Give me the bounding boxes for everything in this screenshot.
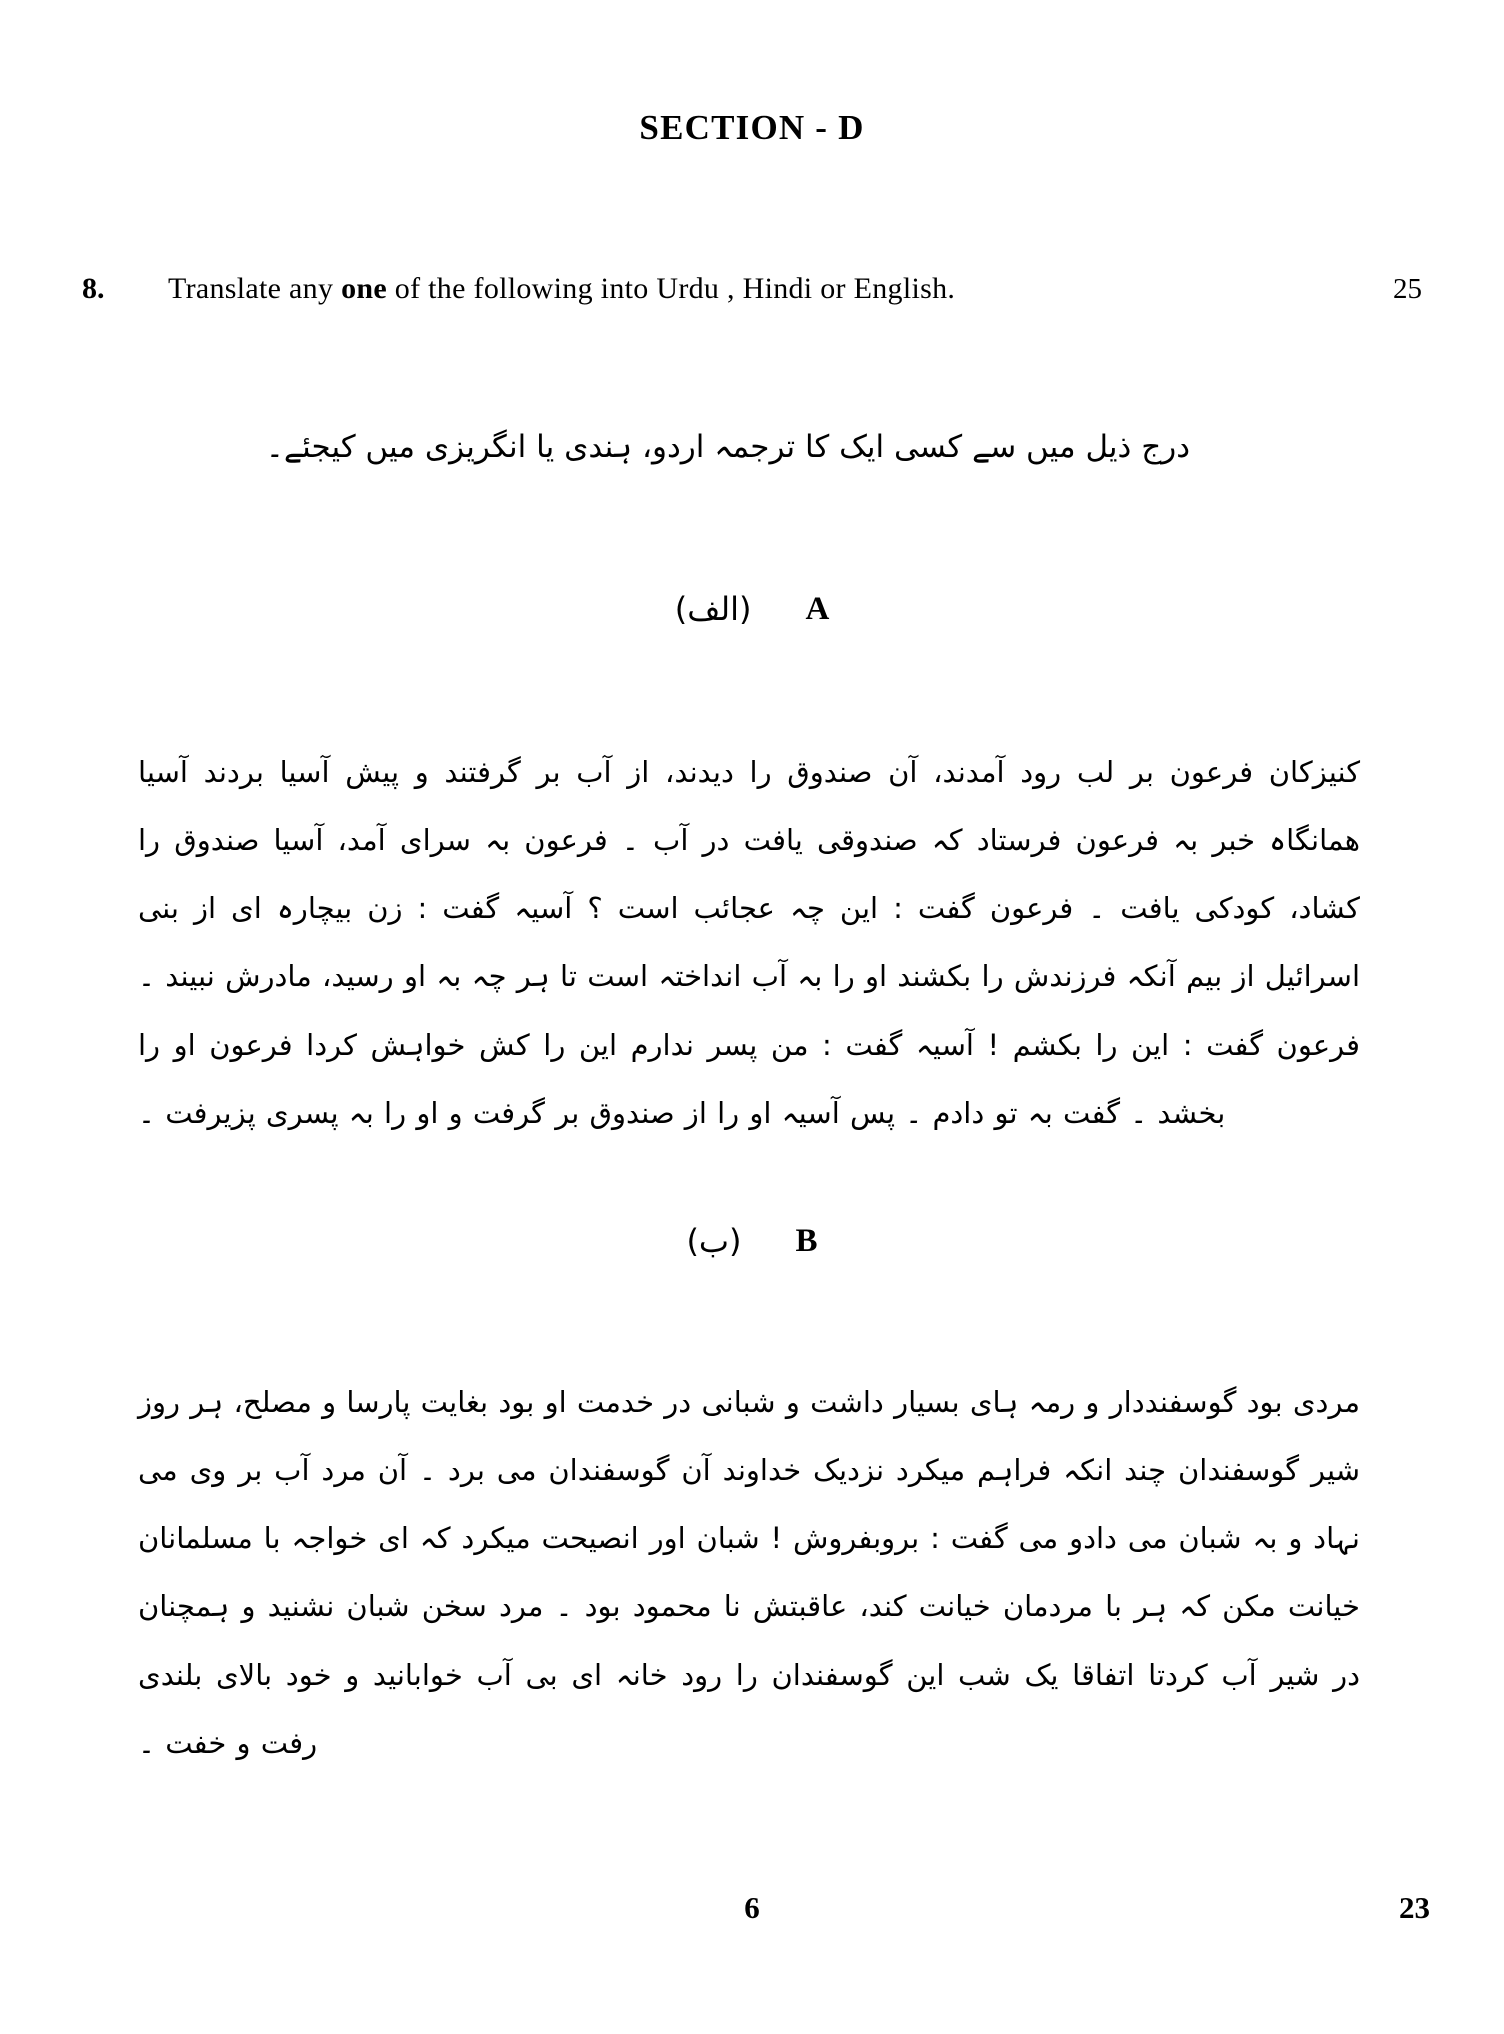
footer-right-number: 23 xyxy=(1399,1890,1430,1925)
question-marks: 25 xyxy=(1393,273,1422,305)
part-b-urdu-label: (ب) xyxy=(686,1222,742,1260)
part-b-heading xyxy=(0,1222,1504,1268)
urdu-instruction-text: درج ذیل میں سے کسی ایک کا ترجمہ اردو، ہندی یا انگریزی میں کیجئے۔ xyxy=(265,429,1190,465)
question-text-after-bold: of the following into Urdu , Hindi or English. xyxy=(386,272,956,305)
question-text xyxy=(168,272,955,306)
part-b-passage: مردی بود گوسفنددار و رمہ ہای بسیار داشت و شبانی در خدمت او بود بغایت پارسا و مصلح، ہر روز شیر گوسفندان چند انکہ فراہم میکرد نزدیک خداوند آن گوسفندان می برد ۔ آن مرد آب بر وی می نہاد و بہ شبان می دادو می گفت : بروبفروش ! شبان اور انصیحت میکرد کہ ای خواجہ با مسلمانان خیانت مکن کہ ہر با مردمان خیانت کند، عاقبتش نا محمود بود ۔ مرد سخن شبان نشنید و ہمچنان در شیر آب کردتا اتفاقا یک شب این گوسفندان را رود خانہ ای بی آب خوابانید و خود بالای بلندی رفت و خفت ۔ xyxy=(138,1385,1360,1760)
footer-page-number: 6 xyxy=(744,1890,760,1925)
part-a-heading-inner xyxy=(675,590,830,628)
question-text-before-bold: Translate any xyxy=(168,272,342,305)
question-number: 8. xyxy=(82,272,105,305)
section-heading: SECTION - D xyxy=(639,108,865,147)
part-b-latin-label: B xyxy=(795,1222,818,1259)
part-a-passage: کنیزکان فرعون بر لب رود آمدند، آن صندوق را دیدند، از آب بر گرفتند و پیش آسیا بردند آسیا همانگاہ خبر بہ فرعون فرستاد کہ صندوقی یافت در آب ۔ فرعون بہ سرای آمد، آسیا صندوق را کشاد، کودکی یافت ۔ فرعون گفت : این چہ عجائب است ؟ آسیہ گفت : زن بیچارہ ای از بنی اسرائیل از بیم آنکہ فرزندش را بکشند او را بہ آب انداختہ است تا ہر چہ بہ او رسید، مادرش نبیند ۔ فرعون گفت : این را بکشم ! آسیہ گفت : من پسر ندارم این را کش خواہش کردا فرعون او را بخشد ۔ گفت بہ تو دادم ۔ پس آسیہ او را از صندوق بر گرفت و او را بہ پسری پزیرفت ۔ xyxy=(138,755,1360,1130)
part-a-latin-label: A xyxy=(805,590,830,627)
part-a-heading xyxy=(0,590,1504,636)
part-b-heading-inner xyxy=(686,1222,817,1260)
part-a-urdu-label: (الف) xyxy=(674,590,752,628)
question-row xyxy=(82,272,1422,316)
question-bold-word: one xyxy=(341,272,387,305)
